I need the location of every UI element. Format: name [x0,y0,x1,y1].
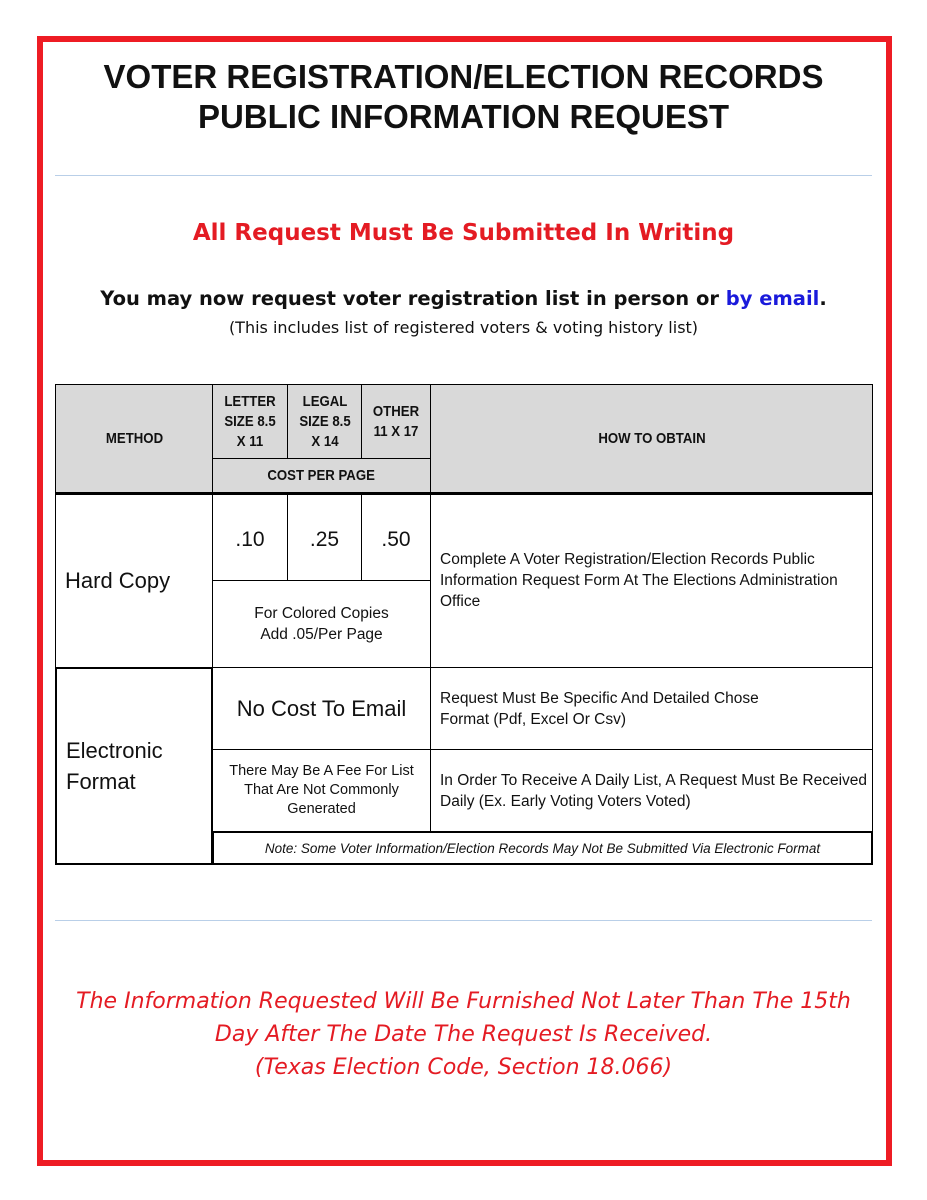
daily-list-text: In Order To Receive A Daily List, A Request Must Be Received Daily (Ex. Early Voting Voters Voted) [430,749,873,832]
method-electronic-format: Electronic Format [55,667,213,865]
footer-line-2: Day After The Date The Request Is Received. [214,1022,713,1047]
includes-text: (This includes list of registered voters & voting history list) [228,318,699,337]
request-specific-text: Request Must Be Specific And Detailed Chose Format (Pdf, Excel Or Csv) [430,667,873,750]
header-cost-per-page: COST PER PAGE [212,458,431,494]
email-link[interactable]: by email [725,287,820,310]
request-methods-label: You may now request voter registration list in person or [100,287,719,310]
colored-copies-note: For Colored Copies Add .05/Per Page [212,580,431,668]
title-line-2: PUBLIC INFORMATION REQUEST [197,98,730,135]
header-legal-size: LEGAL SIZE 8.5 X 14 [287,384,362,459]
footer-line-3: (Texas Election Code, Section 18.066) [254,1055,673,1080]
footer-line-1: The Information Requested Will Be Furnished Not Later Than The 15th [76,989,851,1014]
request-methods-text [0,287,927,310]
method-hard-copy: Hard Copy [55,493,213,668]
request-period: . [819,287,827,310]
header-other-size: OTHER 11 X 17 [361,384,431,459]
header-method: METHOD [55,384,213,494]
footer-notice [0,985,927,1084]
cost-legal: .25 [287,493,362,581]
cost-other: .50 [361,493,431,581]
divider-bottom [55,920,872,921]
divider-top [55,175,872,176]
fee-note: There May Be A Fee For List That Are Not Commonly Generated [212,749,431,832]
writing-requirement-heading: All Request Must Be Submitted In Writing [192,220,735,246]
electronic-format-note: Note: Some Voter Information/Election Records May Not Be Submitted Via Electronic Format [212,831,873,865]
header-letter-size: LETTER SIZE 8.5 X 11 [212,384,288,459]
no-cost-to-email: No Cost To Email [212,667,431,750]
cost-letter: .10 [212,493,288,581]
header-how-to-obtain: HOW TO OBTAIN [430,384,873,494]
title-line-1: VOTER REGISTRATION/ELECTION RECORDS [103,58,824,95]
hard-copy-how-to-obtain: Complete A Voter Registration/Election Records Public Information Request Form At The Elections Administration Office [430,493,873,668]
